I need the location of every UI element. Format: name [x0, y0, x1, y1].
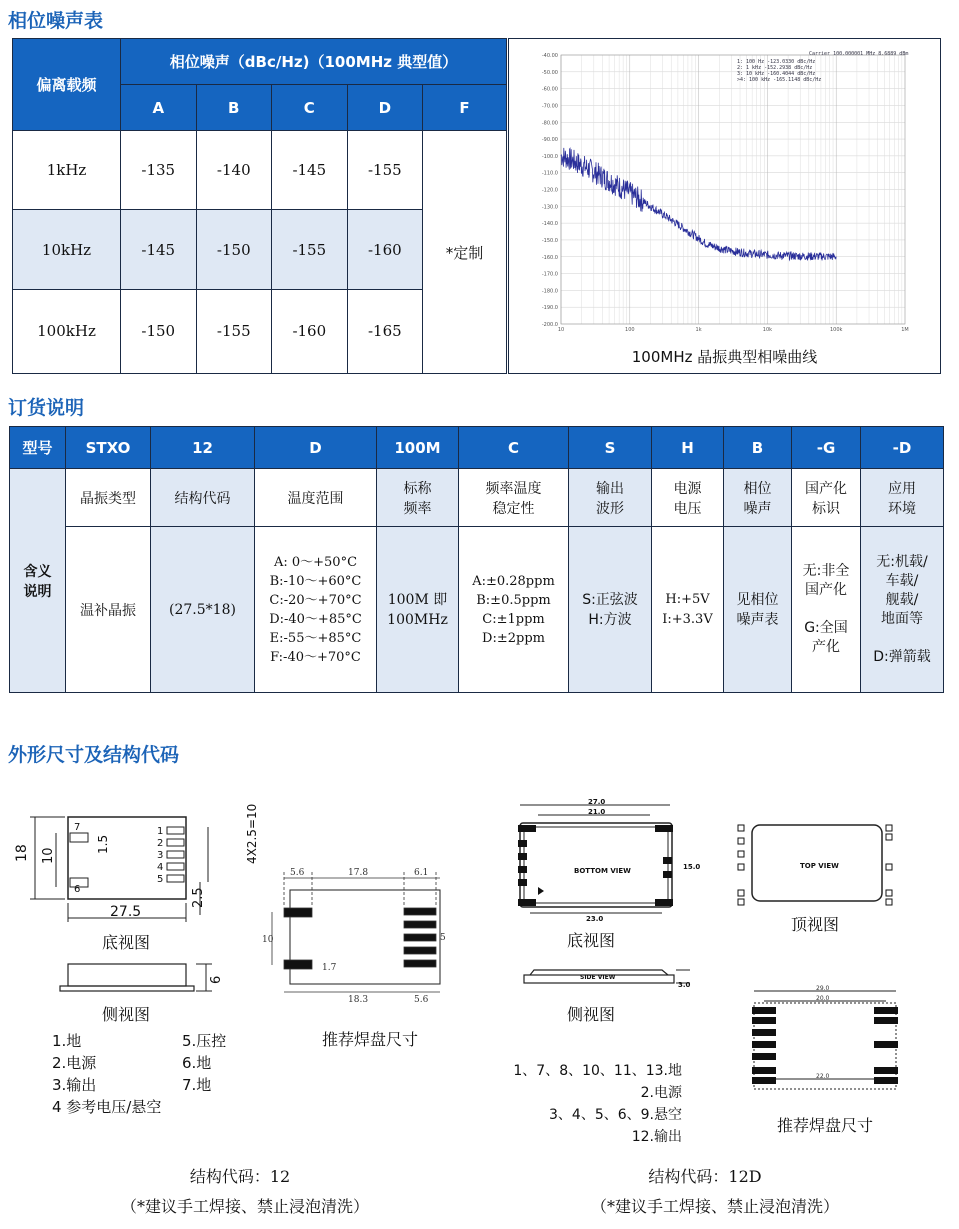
value-cell: -150	[196, 210, 272, 289]
value-cell: -140	[196, 131, 272, 210]
y-tick-label: -140.0	[541, 221, 558, 228]
order-header-cell: 12	[151, 427, 255, 469]
value-cell: -160	[272, 289, 348, 373]
tv-label: TOP VIEW	[800, 862, 839, 870]
field-value: 见相位 噪声表	[724, 527, 792, 693]
y-tick-label: -190.0	[541, 305, 558, 312]
x-tick-label: 100	[625, 327, 635, 333]
table-row	[13, 131, 507, 210]
pad-dim: 17.8	[348, 868, 369, 878]
dim-h: 15.0	[683, 863, 701, 871]
field-name: 输出 波形	[569, 469, 652, 527]
value-cell: -145	[121, 210, 197, 289]
field-value: 温补晶振	[66, 527, 151, 693]
field-name: 温度范围	[255, 469, 377, 527]
pin-desc: 4 参考电压/悬空	[52, 1098, 162, 1116]
y-tick-label: -150.0	[541, 237, 558, 244]
dim-inner: 21.0	[588, 808, 606, 816]
pin-desc: 3.输出	[52, 1076, 97, 1094]
field-name: 应用 环境	[861, 469, 944, 527]
order-header-cell: 100M	[377, 427, 459, 469]
note-right: （*建议手工焊接、禁止浸泡清洗）	[590, 1197, 839, 1216]
pin-desc: 7.地	[182, 1076, 212, 1094]
pin-num: 6	[74, 884, 81, 895]
graph-caption: 100MHz 晶振典型相噪曲线	[631, 348, 818, 366]
pad-dim: 29.0	[816, 985, 830, 992]
y-tick-label: -50.00	[541, 69, 558, 76]
graph-header: Carrier 100.000001 MHz 8.6889 dBm	[809, 51, 909, 57]
x-tick-label: 1M	[901, 327, 909, 333]
left-bottom-view-label: 底视图	[101, 933, 150, 952]
dim-side: 3.0	[678, 981, 691, 989]
field-value: A:±0.28ppm B:±0.5ppm C:±1ppm D:±2ppm	[459, 527, 569, 693]
bv-body	[520, 823, 672, 907]
right-top-view-label: 顶视图	[790, 915, 839, 934]
field-value: 100M 即 100MHz	[377, 527, 459, 693]
freq-cell: 10kHz	[13, 210, 121, 289]
graph-marker: 2: 1 kHz -152.2938 dBc/Hz	[737, 65, 813, 71]
right-pad-title: 推荐焊盘尺寸	[776, 1116, 873, 1135]
dim-2-5: 2.5	[191, 887, 206, 908]
field-value: A: 0～+50°C B:-10～+60°C C:-20～+70°C D:-40～+85°C E:-55～+85°C F:-40～+70°C	[255, 527, 377, 693]
ordering-table	[9, 426, 944, 693]
y-tick-label: -120.0	[541, 187, 558, 194]
pin-desc: 5.压控	[182, 1032, 227, 1050]
left-pad-title: 推荐焊盘尺寸	[321, 1030, 418, 1049]
y-tick-label: -110.0	[541, 170, 558, 177]
col-a: A	[121, 85, 197, 131]
order-header-cell: H	[652, 427, 724, 469]
field-value: (27.5*18)	[151, 527, 255, 693]
order-header-cell: STXO	[66, 427, 151, 469]
order-header-cell: S	[569, 427, 652, 469]
value-cell: -155	[196, 289, 272, 373]
y-tick-label: -170.0	[541, 271, 558, 278]
field-name: 相位 噪声	[724, 469, 792, 527]
pin-num: 3	[157, 850, 164, 861]
dim-inner: 10	[41, 847, 56, 864]
value-cell: -155	[347, 131, 423, 210]
section-title-ordering: 订货说明	[8, 397, 85, 419]
dim-side: 6	[209, 975, 224, 984]
pin-desc: 12.输出	[631, 1129, 682, 1145]
dim-bottom: 23.0	[586, 915, 604, 923]
left-pin-list-2	[182, 1030, 226, 1096]
pad-dim: 5	[440, 933, 446, 943]
graph-marker: 1: 100 Hz -123.0330 dBc/Hz	[737, 59, 816, 65]
y-tick-label: -100.0	[541, 153, 558, 160]
pad-dim: 5.6	[414, 995, 429, 1005]
phase-noise-graph	[508, 38, 941, 374]
field-name: 电源 电压	[652, 469, 724, 527]
pad-dim: 5.6	[290, 868, 305, 878]
right-bottom-view-label: 底视图	[566, 931, 615, 950]
field-name: 晶振类型	[66, 469, 151, 527]
col-d: D	[347, 85, 423, 131]
pin-desc: 1.地	[52, 1032, 82, 1050]
col-f: F	[423, 85, 507, 131]
dim-w: 27.0	[588, 798, 606, 806]
structure-code-right: 结构代码：12D	[648, 1167, 762, 1186]
bv-label: BOTTOM VIEW	[574, 867, 631, 875]
x-tick-label: 10	[557, 327, 565, 333]
phase-noise-group-header: 相位噪声（dBc/Hz)（100MHz 典型值）	[121, 39, 507, 85]
y-tick-label: -80.00	[541, 120, 558, 127]
field-name: 标称 频率	[377, 469, 459, 527]
pin-num: 1	[157, 826, 164, 837]
side-view-body	[68, 964, 186, 986]
x-tick-label: 100k	[829, 327, 843, 333]
field-value: S:正弦波 H:方波	[569, 527, 652, 693]
pad-dim: 20.0	[816, 995, 830, 1002]
phase-noise-table	[12, 38, 507, 374]
freq-cell: 100kHz	[13, 289, 121, 373]
value-cell: -160	[347, 210, 423, 289]
y-tick-label: -200.0	[541, 322, 558, 328]
right-pin-list	[500, 1060, 682, 1148]
field-name: 国产化 标识	[792, 469, 861, 527]
y-tick-label: -90.00	[541, 137, 558, 144]
phase-noise-plot	[509, 39, 940, 373]
pin-desc: 2.电源	[640, 1085, 682, 1101]
custom-cell: *定制	[423, 131, 507, 374]
pin-num: 5	[157, 874, 164, 885]
dim-width: 27.5	[110, 904, 142, 920]
order-header-cell: 型号	[10, 427, 66, 469]
dim-height: 18	[14, 844, 30, 862]
pad-dim: 1.7	[322, 963, 337, 973]
pin-num: 7	[74, 822, 81, 833]
y-tick-label: -160.0	[541, 254, 558, 261]
pin-desc: 1、7、8、10、11、13.地	[513, 1063, 682, 1079]
col-c: C	[272, 85, 348, 131]
y-tick-label: -40.00	[541, 53, 558, 59]
value-cell: -135	[121, 131, 197, 210]
graph-marker: >4: 100 kHz -165.1148 dBc/Hz	[737, 77, 822, 83]
order-header-cell: -D	[861, 427, 944, 469]
field-value: 无:非全 国产化 G:全国 产化	[792, 527, 861, 693]
field-value: 无:机载/ 车载/ 舰载/ 地面等 D:弹箭载	[861, 527, 944, 693]
pin-desc: 6.地	[182, 1054, 212, 1072]
pad-dim: 18.3	[348, 995, 369, 1005]
note-left: （*建议手工焊接、禁止浸泡清洗）	[120, 1197, 369, 1216]
pin-desc: 3、4、5、6、9.悬空	[549, 1107, 682, 1123]
value-cell: -150	[121, 289, 197, 373]
col-b: B	[196, 85, 272, 131]
order-header-cell: D	[255, 427, 377, 469]
structure-code-left: 结构代码：12	[189, 1167, 291, 1186]
right-side-view-label: 侧视图	[566, 1005, 615, 1024]
order-header-cell: C	[459, 427, 569, 469]
order-header-cell: B	[724, 427, 792, 469]
left-pin-list	[52, 1030, 161, 1118]
pin-num: 4	[157, 862, 164, 873]
field-value: H:+5V I:+3.3V	[652, 527, 724, 693]
value-cell: -165	[347, 289, 423, 373]
freq-cell: 1kHz	[13, 131, 121, 210]
order-header-cell: -G	[792, 427, 861, 469]
dim-pitch: 4X2.5=10	[245, 803, 259, 864]
pin-desc: 2.电源	[52, 1054, 97, 1072]
graph-marker: 3: 10 kHz -160.4044 dBc/Hz	[737, 71, 816, 77]
section-title-phase-noise: 相位噪声表	[8, 10, 104, 32]
value-cell: -155	[272, 210, 348, 289]
dim-1-5: 1.5	[96, 834, 110, 854]
x-tick-label: 1k	[695, 327, 702, 333]
y-tick-label: -180.0	[541, 288, 558, 295]
field-name: 频率温度 稳定性	[459, 469, 569, 527]
pad-dim: 22.0	[816, 1073, 830, 1080]
field-name: 结构代码	[151, 469, 255, 527]
x-tick-label: 10k	[762, 327, 773, 333]
y-tick-label: -130.0	[541, 204, 558, 211]
offset-header: 偏离载频	[13, 39, 121, 131]
section-title-outline: 外形尺寸及结构代码	[8, 744, 180, 766]
y-tick-label: -70.00	[541, 103, 558, 110]
y-tick-label: -60.00	[541, 86, 558, 93]
pad-dim: 6.1	[414, 868, 429, 878]
meaning-label: 含义 说明	[10, 469, 66, 693]
pad-dim: 10	[262, 935, 274, 945]
value-cell: -145	[272, 131, 348, 210]
left-side-view-label: 侧视图	[101, 1005, 150, 1024]
pin-num: 2	[157, 838, 164, 849]
sv-label: SIDE VIEW	[580, 974, 616, 981]
